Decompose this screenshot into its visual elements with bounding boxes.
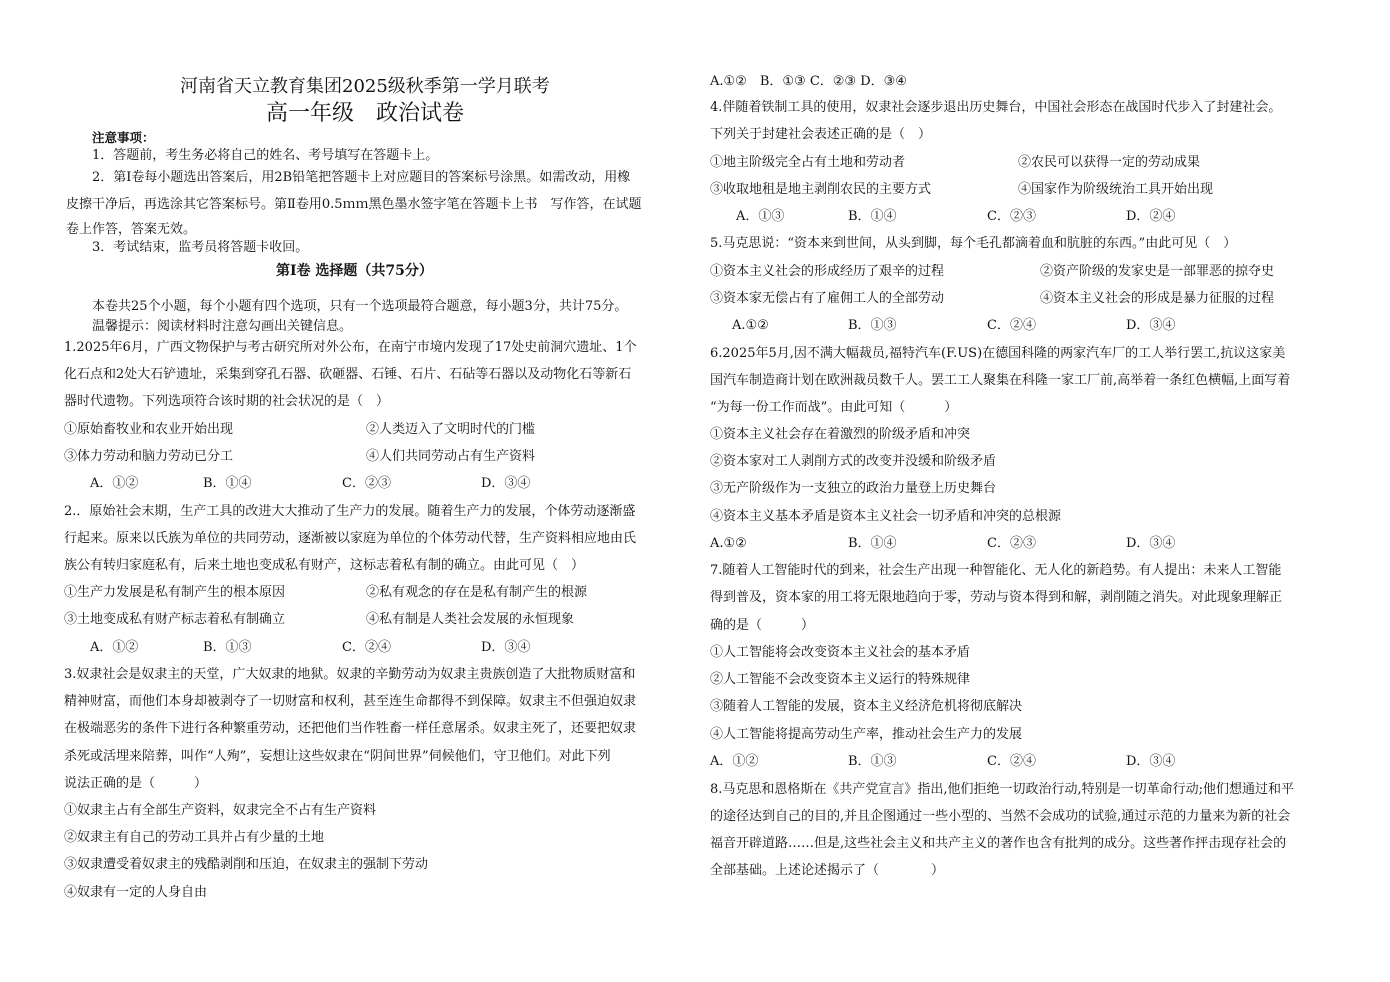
section-tip: 温馨提示：阅读材料时注意勾画出关键信息。 bbox=[92, 319, 353, 334]
question-text: 3.奴隶社会是奴隶主的天堂，广大奴隶的地狱。奴隶的辛勤劳动为奴隶主贵族创造了大批物质财富和 bbox=[64, 667, 636, 682]
answer-choice: A.①② bbox=[732, 318, 769, 333]
question-item: ④人工智能将提高劳动生产率，推动社会生产力的发展 bbox=[710, 727, 1023, 742]
notice-item: 卷上作答，答案无效。 bbox=[66, 222, 197, 237]
answer-choice: D．③④ bbox=[1126, 536, 1176, 551]
question-item: ①地主阶级完全占有土地和劳动者 bbox=[710, 155, 906, 170]
question-text: 福音开辟道路……但是,这些社会主义和共产主义的著作也含有批判的成分。这些著作抨击现存社会的 bbox=[710, 836, 1287, 851]
question-item: ①资本主义社会的形成经历了艰辛的过程 bbox=[710, 264, 945, 279]
notice-item: 皮擦干净后，再选涂其它答案标号。第Ⅱ卷用0.5ｍｍ黑色墨水签字笔在答题卡上书 写作答，在试题 bbox=[66, 197, 642, 212]
question-text: 5.马克思说：“资本来到世间，从头到脚，每个毛孔都滴着血和肮脏的东西。”由此可见（ ） bbox=[710, 236, 1237, 251]
answer-choice: B．①④ bbox=[203, 476, 252, 491]
answer-choice: A．①② bbox=[90, 640, 139, 655]
question-text: 2.．原始社会末期，生产工具的改进大大推动了生产力的发展。随着生产力的发展，个体劳动逐渐盛 bbox=[64, 504, 636, 519]
answer-choice: D．③④ bbox=[1126, 754, 1176, 769]
question-text: 6.2025年5月,因不满大幅裁员,福特汽车(F.US)在德国科隆的两家汽车厂的工人举行罢工,抗议这家美 bbox=[710, 346, 1286, 361]
question-item: ④人们共同劳动占有生产资料 bbox=[366, 449, 536, 464]
answer-choice: A.①② bbox=[710, 536, 747, 551]
answer-choice: B．①③ bbox=[848, 318, 897, 333]
question-item: ②资产阶级的发家史是一部罪恶的掠夺史 bbox=[1040, 264, 1275, 279]
question-text: 7.随着人工智能时代的到来，社会生产出现一种智能化、无人化的新趋势。有人提出：未来人工智能 bbox=[710, 563, 1282, 578]
answer-choice: C．②③ bbox=[987, 209, 1036, 224]
question-text: 下列关于封建社会表述正确的是（ ） bbox=[710, 127, 932, 142]
section-desc: 本卷共25个小题，每个小题有四个选项，只有一个选项最符合题意，每小题3分，共计75分。 bbox=[92, 299, 628, 314]
question-text: 确的是（ ） bbox=[710, 618, 815, 633]
question-text: 8.马克思和恩格斯在《共产党宣言》指出,他们拒绝一切政治行动,特别是一切革命行动;他们想通过和平 bbox=[710, 782, 1295, 797]
answer-choice: C．②④ bbox=[342, 640, 391, 655]
answer-choice: D．③④ bbox=[481, 476, 531, 491]
question-item: ③随着人工智能的发展，资本主义经济危机将彻底解决 bbox=[710, 699, 1023, 714]
question-text: 化石点和2处大石铲遗址，采集到穿孔石器、砍砸器、石锤、石片、石砧等石器以及动物化石等新石 bbox=[64, 367, 632, 382]
question-item: ①资本主义社会存在着激烈的阶级矛盾和冲突 bbox=[710, 427, 971, 442]
question-item: ②农民可以获得一定的劳动成果 bbox=[1018, 155, 1201, 170]
question-text: 的途径达到自己的目的,并且企图通过一些小型的、当然不会成功的试验,通过示范的力量来为新的社会 bbox=[710, 809, 1291, 824]
question-item: ④资本主义基本矛盾是资本主义社会一切矛盾和冲突的总根源 bbox=[710, 509, 1062, 524]
section-title: 第Ⅰ卷 选择题（共75分） bbox=[276, 263, 433, 279]
exam-title: 河南省天立教育集团2025级秋季第一学月联考 bbox=[180, 76, 550, 97]
question-item: ④国家作为阶级统治工具开始出现 bbox=[1018, 182, 1214, 197]
question-item: ③土地变成私有财产标志着私有制确立 bbox=[64, 612, 286, 627]
answer-choice: B．①③ bbox=[203, 640, 252, 655]
answer-choice: C．②④ bbox=[987, 754, 1036, 769]
question-item: ①原始畜牧业和农业开始出现 bbox=[64, 422, 234, 437]
answer-choice: A．①③ bbox=[736, 209, 785, 224]
answer-choice: D．③④ bbox=[481, 640, 531, 655]
question-text: 器时代遗物。下列选项符合该时期的社会状况的是（ ） bbox=[64, 394, 390, 409]
question-text: 族公有转归家庭私有，后来土地也变成私有财产，这标志着私有制的确立。由此可见（ ） bbox=[64, 558, 585, 573]
question-item: ②资本家对工人剥削方式的改变并没缓和阶级矛盾 bbox=[710, 454, 997, 469]
question-text: 4.伴随着铁制工具的使用，奴隶社会逐步退出历史舞台，中国社会形态在战国时代步入了封建社会。 bbox=[710, 100, 1282, 115]
question-text: 得到普及，资本家的用工将无限地趋向于零，劳动与资本得到和解，剥削随之消失。对此现象理解正 bbox=[710, 590, 1283, 605]
question-text: “为每一份工作而战”。由此可知（ ） bbox=[710, 400, 958, 415]
answer-choice: C．②④ bbox=[987, 318, 1036, 333]
notice-item: 1．答题前，考生务必将自己的姓名、考号填写在答题卡上。 bbox=[92, 148, 439, 163]
question-text: 行起来。原来以氏族为单位的共同劳动，逐渐被以家庭为单位的个体劳动代替，生产资料相应地由氏 bbox=[64, 531, 637, 546]
question-item: ③体力劳动和脑力劳动已分工 bbox=[64, 449, 234, 464]
question-item: ②人工智能不会改变资本主义运行的特殊规律 bbox=[710, 672, 971, 687]
question-item: ③收取地租是地主剥削农民的主要方式 bbox=[710, 182, 932, 197]
question-text: 说法正确的是（ ） bbox=[64, 776, 208, 791]
answer-choice: B．①③ bbox=[848, 754, 897, 769]
question-item: ①人工智能将会改变资本主义社会的基本矛盾 bbox=[710, 645, 971, 660]
question-item: ①生产力发展是私有制产生的根本原因 bbox=[64, 585, 286, 600]
exam-subtitle: 高一年级 政治试卷 bbox=[266, 101, 465, 126]
notice-label: 注意事项： bbox=[92, 130, 155, 145]
question-text: 精神财富，而他们本身却被剥夺了一切财富和权利，甚至连生命都得不到保障。奴隶主不但强迫奴隶 bbox=[64, 694, 637, 709]
answer-choice: B．①④ bbox=[848, 209, 897, 224]
answer-choice: A．①② bbox=[710, 754, 759, 769]
question-item: ①奴隶主占有全部生产资料，奴隶完全不占有生产资料 bbox=[64, 803, 377, 818]
question-text: 杀死或活埋来陪葬，叫作“人殉”，妄想让这些奴隶在“阴间世界”伺候他们，守卫他们。对此下列 bbox=[64, 749, 611, 764]
question-text: 国汽车制造商计划在欧洲裁员数千人。罢工工人聚集在科隆一家工厂前,高举着一条红色横幅,上面写着 bbox=[710, 373, 1291, 388]
question-item: ③资本家无偿占有了雇佣工人的全部劳动 bbox=[710, 291, 945, 306]
question-item: ④奴隶有一定的人身自由 bbox=[64, 885, 208, 900]
question-item: ②私有观念的存在是私有制产生的根源 bbox=[366, 585, 588, 600]
notice-item: 3．考试结束，监考员将答题卡收回。 bbox=[92, 240, 309, 255]
question-item: ④资本主义社会的形成是暴力征服的过程 bbox=[1040, 291, 1275, 306]
notice-item: 2．第Ⅰ卷每小题选出答案后，用2B铅笔把答题卡上对应题目的答案标号涂黑。如需改动，用橡 bbox=[92, 170, 631, 185]
question-item: ③奴隶遭受着奴隶主的残酷剥削和压迫，在奴隶主的强制下劳动 bbox=[64, 857, 429, 872]
question-item: ②人类迈入了文明时代的门槛 bbox=[366, 422, 536, 437]
question-text: 1.2025年6月，广西文物保护与考古研究所对外公布，在南宁市境内发现了17处史前洞穴遗址、1个 bbox=[64, 340, 637, 355]
answer-choice: C．②③ bbox=[342, 476, 391, 491]
question-item: ②奴隶主有自己的劳动工具并占有少量的土地 bbox=[64, 830, 325, 845]
answer-choice: B．①④ bbox=[848, 536, 897, 551]
answer-choice: A．①② bbox=[90, 476, 139, 491]
question-text: 全部基础。上述论述揭示了（ ） bbox=[710, 863, 945, 878]
question-item: ④私有制是人类社会发展的永恒现象 bbox=[366, 612, 575, 627]
question-text: 在极端恶劣的条件下进行各种繁重劳动，还把他们当作牲畜一样任意屠杀。奴隶主死了，还要把奴隶 bbox=[64, 721, 637, 736]
answer-choice: C．②③ bbox=[987, 536, 1036, 551]
answer-choice: D．③④ bbox=[1126, 318, 1176, 333]
question-item: ③无产阶级作为一支独立的政治力量登上历史舞台 bbox=[710, 481, 997, 496]
answer-choices-line: A.①② B．①③ C．②③ D．③④ bbox=[710, 74, 907, 89]
answer-choice: D．②④ bbox=[1126, 209, 1176, 224]
